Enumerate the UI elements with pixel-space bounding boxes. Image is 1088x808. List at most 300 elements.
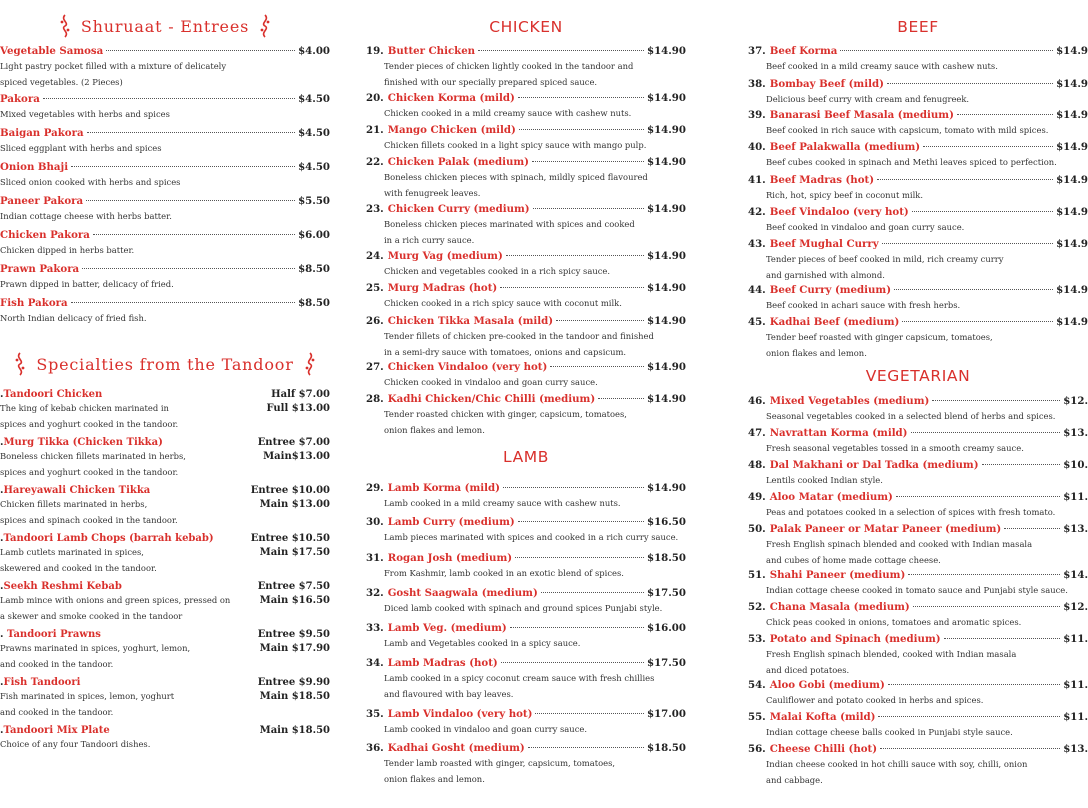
tandoor-item-title	[0, 532, 214, 545]
item-description: Lamb and Vegetables cooked in a spicy sauce.	[384, 638, 581, 648]
item-description: Seasonal vegetables cooked in a selected blend of herbs and spices.	[766, 411, 1056, 421]
item-description: Diced lamb cooked with spinach and ground spices Punjabi style.	[384, 603, 663, 613]
item-number: 51.	[748, 569, 766, 581]
item-price-primary: Entree $10.00	[250, 485, 330, 496]
menu-item	[366, 250, 686, 279]
item-name: Chicken Curry (medium)	[387, 203, 530, 215]
item-description: Chicken cooked in a mild creamy sauce with cashew nuts.	[384, 108, 632, 118]
item-price: $14.90	[647, 124, 686, 136]
item-name: Chicken Korma (mild)	[387, 92, 515, 104]
item-description: in a rich curry sauce.	[384, 234, 475, 245]
item-price: $14.9	[1056, 78, 1088, 90]
dot-leader	[894, 289, 1053, 290]
item-name: Vegetable Samosa	[0, 45, 104, 57]
item-description: Choice of any four Tandoori dishes.	[0, 739, 151, 749]
item-price-primary: Entree $7.00	[257, 437, 330, 448]
tandoor-item	[0, 724, 330, 752]
item-price: $13.	[1063, 523, 1088, 535]
menu-item-row	[366, 622, 686, 635]
menu-item-row	[366, 203, 686, 216]
menu-item-row	[366, 156, 686, 169]
menu-item	[748, 569, 1088, 598]
item-name: Kadhai Beef (medium)	[769, 316, 900, 328]
item-price-secondary: Main$13.00	[263, 451, 330, 462]
tandoor-title: Specialties from the Tandoor	[36, 354, 294, 374]
menu-item	[366, 92, 686, 121]
item-description: and diced potatoes.	[766, 664, 850, 675]
menu-item-row	[366, 482, 686, 495]
tandoor-desc-row	[0, 593, 330, 609]
menu-item-row	[366, 361, 686, 374]
item-description: North Indian delicacy of fried fish.	[0, 313, 147, 323]
item-price: $14.9	[1056, 174, 1088, 186]
menu-item	[366, 622, 686, 651]
menu-item-row	[0, 45, 330, 58]
item-name: Beef Madras (hot)	[769, 174, 875, 186]
menu-item-row	[748, 711, 1088, 724]
menu-item	[748, 491, 1088, 520]
dot-leader	[878, 716, 1060, 717]
item-name: Chicken Pakora	[0, 229, 90, 241]
item-description: Boneless chicken pieces marinated with spices and cooked	[384, 219, 635, 229]
menu-item-row	[748, 316, 1088, 329]
item-name: Pakora	[0, 93, 40, 105]
menu-item-row	[748, 174, 1088, 187]
item-description: finished with our specially prepared spiced sauce.	[384, 76, 598, 87]
menu-item	[748, 427, 1088, 456]
item-price: $4.00	[298, 45, 330, 57]
item-name: Tandoori Lamb Chops (barrah kebab)	[3, 533, 214, 544]
item-number: 35.	[366, 708, 384, 720]
item-number: 53.	[748, 633, 766, 645]
tandoor-desc-row	[0, 417, 330, 432]
menu-item-row	[748, 238, 1088, 251]
item-description: Chicken dipped in herbs batter.	[0, 245, 135, 255]
item-description: Cauliflower and potato cooked in herbs and spices.	[766, 695, 984, 705]
dot-leader	[550, 366, 644, 367]
menu-item-row	[366, 587, 686, 600]
item-name: Lamb Madras (hot)	[387, 657, 498, 669]
dot-leader	[518, 521, 644, 522]
item-price-primary: Entree $7.50	[257, 581, 330, 592]
menu-item	[366, 552, 686, 581]
item-name: Navrattan Korma (mild)	[769, 427, 908, 439]
tandoor-item-row	[0, 580, 330, 593]
menu-item-row	[748, 78, 1088, 91]
item-number: 40.	[748, 141, 766, 153]
item-description: Delicious beef curry with cream and fenugreek.	[766, 94, 970, 104]
item-description: Lamb cutlets marinated in spices,	[0, 547, 144, 557]
item-description: spices and yoghurt cooked in the tandoor.	[0, 418, 179, 429]
item-name: Beef Palakwalla (medium)	[769, 141, 921, 153]
menu-item-row	[366, 708, 686, 721]
tandoor-desc-row	[0, 641, 330, 657]
dot-leader	[902, 321, 1053, 322]
entrees-header	[0, 14, 330, 38]
tandoor-item-title	[0, 580, 122, 593]
item-description: Tender beef roasted with ginger capsicum, tomatoes,	[766, 332, 993, 342]
ornament-left-icon	[58, 14, 72, 38]
dot-leader	[887, 83, 1053, 84]
item-price: $13.	[1063, 427, 1088, 439]
item-number: 37.	[748, 45, 766, 57]
menu-item-row	[748, 491, 1088, 504]
dot-leader	[519, 129, 644, 130]
item-price: $14.90	[647, 315, 686, 327]
dot-leader	[911, 432, 1061, 433]
item-price-primary: Entree $9.50	[257, 629, 330, 640]
item-description: and garnished with almond.	[766, 269, 885, 280]
item-description: Boneless chicken pieces with spinach, mildly spiced flavoured	[384, 172, 648, 182]
item-description: spices and yoghurt cooked in the tandoor.	[0, 466, 179, 477]
item-description: Chicken fillets marinated in herbs,	[0, 499, 148, 509]
menu-item	[748, 711, 1088, 740]
item-name: Seekh Reshmi Kebab	[3, 581, 122, 592]
item-name: Rogan Josh (medium)	[387, 552, 513, 564]
dot-leader	[71, 166, 295, 167]
menu-item	[366, 361, 686, 390]
menu-item	[0, 229, 330, 258]
item-number: 31.	[366, 552, 384, 564]
tandoor-item-row	[0, 484, 330, 497]
menu-item-row	[748, 141, 1088, 154]
menu-item	[366, 482, 686, 511]
menu-item	[0, 195, 330, 224]
tandoor-item-row	[0, 388, 330, 401]
item-number: 25.	[366, 282, 384, 294]
tandoor-item	[0, 628, 330, 671]
item-description: Tender pieces of chicken lightly cooked in the tandoor and	[384, 61, 634, 71]
dot-leader	[982, 464, 1061, 465]
menu-item-row	[748, 743, 1088, 756]
dot-leader	[501, 662, 644, 663]
dot-leader	[533, 208, 644, 209]
ornament-right-icon	[258, 14, 272, 38]
dot-leader	[93, 234, 295, 235]
tandoor-item	[0, 388, 330, 431]
menu-item	[366, 282, 686, 311]
item-description: Sliced onion cooked with herbs and spices	[0, 177, 181, 187]
item-description: Beef cooked in a mild creamy sauce with cashew nuts.	[766, 61, 998, 71]
menu-item	[366, 203, 686, 247]
menu-item	[366, 393, 686, 437]
item-price: $5.50	[298, 195, 330, 207]
item-description: Beef cooked in vindaloo and goan curry sauce.	[766, 222, 965, 232]
menu-item-row	[366, 45, 686, 58]
item-description: Lamb cooked in a mild creamy sauce with cashew nuts.	[384, 498, 621, 508]
menu-item	[748, 601, 1088, 630]
menu-item	[0, 263, 330, 292]
item-description: spiced vegetables. (2 Pieces)	[0, 76, 123, 87]
dot-leader	[944, 638, 1061, 639]
beef-title: BEEF	[897, 18, 939, 36]
item-number: 46.	[748, 395, 766, 407]
item-name: Beef Korma	[769, 45, 838, 57]
item-name: Murg Madras (hot)	[387, 282, 498, 294]
item-number: 32.	[366, 587, 384, 599]
menu-item	[748, 141, 1088, 170]
dot-leader	[503, 487, 644, 488]
item-price: $11.	[1063, 633, 1088, 645]
dot-leader	[506, 255, 644, 256]
menu-item	[366, 45, 686, 89]
item-description: skewered and cooked in the tandoor.	[0, 562, 157, 573]
dot-leader	[882, 243, 1053, 244]
item-name: Chicken Tikka Masala (mild)	[387, 315, 554, 327]
item-price: $16.50	[647, 516, 686, 528]
menu-item	[0, 45, 330, 89]
menu-item	[0, 297, 330, 326]
dot-leader	[957, 114, 1053, 115]
tandoor-item-row	[0, 724, 330, 737]
dot-leader	[71, 302, 295, 303]
dot-leader	[500, 287, 644, 288]
item-price: $18.50	[647, 742, 686, 754]
item-bullet: .	[0, 677, 4, 688]
item-name: Shahi Paneer (medium)	[769, 569, 906, 581]
item-name: Lamb Vindaloo (very hot)	[387, 708, 533, 720]
item-name: Murg Vag (medium)	[387, 250, 503, 262]
ornament-right-icon	[303, 352, 317, 376]
item-description: Lamb pieces marinated with spices and cooked in a rich curry sauce.	[384, 532, 679, 542]
item-price: $14.90	[647, 156, 686, 168]
tandoor-item-title	[0, 484, 150, 497]
item-number: 39.	[748, 109, 766, 121]
item-description: with fenugreek leaves.	[384, 187, 481, 198]
item-description: Beef cooked in rich sauce with capsicum, tomato with mild spices.	[766, 125, 1049, 135]
item-price: $14.90	[647, 45, 686, 57]
item-bullet: .	[0, 533, 4, 544]
tandoor-item-title	[0, 628, 101, 641]
tandoor-desc-row	[0, 689, 330, 705]
menu-item	[366, 124, 686, 153]
item-description: and cooked in the tandoor.	[0, 658, 114, 669]
dot-leader	[598, 398, 644, 399]
item-description: a skewer and smoke cooked in the tandoor	[0, 610, 183, 621]
item-description: Sliced eggplant with herbs and spices	[0, 143, 162, 153]
menu-item-row	[366, 282, 686, 295]
item-price: $14.90	[647, 393, 686, 405]
item-price: $4.50	[298, 127, 330, 139]
menu-item-row	[366, 516, 686, 529]
item-price-primary: Main $18.50	[259, 725, 330, 736]
dot-leader	[923, 146, 1053, 147]
menu-item-row	[0, 297, 330, 310]
dot-leader	[877, 179, 1053, 180]
item-price-secondary: Main $17.50	[259, 547, 330, 558]
menu-item	[748, 743, 1088, 787]
menu-item	[366, 587, 686, 616]
lamb-title: LAMB	[502, 448, 549, 466]
item-number: 55.	[748, 711, 766, 723]
item-price: $14.9	[1056, 284, 1088, 296]
item-description: Indian cottage cheese cooked in tomato sauce and Punjabi style sauce.	[766, 585, 1068, 595]
menu-item-row	[366, 92, 686, 105]
dot-leader	[515, 557, 644, 558]
item-price: $14.90	[647, 361, 686, 373]
menu-item-row	[748, 679, 1088, 692]
item-name: Fish Pakora	[0, 297, 68, 309]
dot-leader	[86, 200, 295, 201]
menu-item	[366, 708, 686, 737]
item-price: $14.9	[1056, 206, 1088, 218]
item-price-secondary: Full $13.00	[266, 403, 330, 414]
item-number: 22.	[366, 156, 384, 168]
item-description: Lamb mince with onions and green spices, pressed on	[0, 595, 231, 605]
item-number: 41.	[748, 174, 766, 186]
item-name: Chana Masala (medium)	[769, 601, 910, 613]
menu-item	[748, 109, 1088, 138]
item-name: Cheese Chilli (hot)	[769, 743, 878, 755]
item-description: Peas and potatoes cooked in a selection of spices with fresh tomato.	[766, 507, 1056, 517]
tandoor-desc-row	[0, 401, 330, 417]
item-name: Banarasi Beef Masala (medium)	[769, 109, 954, 121]
item-description: Indian cheese cooked in hot chilli sauce with soy, chilli, onion	[766, 759, 1028, 769]
menu-item	[0, 93, 330, 122]
item-description: Beef cooked in achari sauce with fresh herbs.	[766, 300, 961, 310]
tandoor-item-row	[0, 628, 330, 641]
item-name: Lamb Veg. (medium)	[387, 622, 507, 634]
item-name: Tandoori Chicken	[3, 389, 103, 400]
item-number: 24.	[366, 250, 384, 262]
item-description: Indian cottage cheese balls cooked in Punjabi style sauce.	[766, 727, 1013, 737]
menu-item	[748, 238, 1088, 282]
item-number: 28.	[366, 393, 384, 405]
item-price: $18.50	[647, 552, 686, 564]
item-number: 43.	[748, 238, 766, 250]
item-number: 29.	[366, 482, 384, 494]
item-name: Mango Chicken (mild)	[387, 124, 516, 136]
item-number: 33.	[366, 622, 384, 634]
menu-item-row	[748, 459, 1088, 472]
item-name: Tandoori Mix Plate	[3, 725, 110, 736]
item-description: Tender lamb roasted with ginger, capsicum, tomatoes,	[384, 758, 616, 768]
tandoor-item-title	[0, 388, 102, 401]
dot-leader	[87, 132, 296, 133]
item-number: 47.	[748, 427, 766, 439]
menu-item-row	[366, 657, 686, 670]
item-price: $14.9	[1056, 238, 1088, 250]
item-price: $11.	[1063, 679, 1088, 691]
item-number: 21.	[366, 124, 384, 136]
tandoor-desc-row	[0, 705, 330, 720]
item-price-secondary: Main $18.50	[259, 691, 330, 702]
item-price: $4.50	[298, 161, 330, 173]
item-description: Tender pieces of beef cooked in mild, rich creamy curry	[766, 254, 1004, 264]
item-description: Rich, hot, spicy beef in coconut milk.	[766, 190, 924, 200]
item-price: $6.00	[298, 229, 330, 241]
item-name: Dal Makhani or Dal Tadka (medium)	[769, 459, 979, 471]
item-name: Palak Paneer or Matar Paneer (medium)	[769, 523, 1002, 535]
menu-item-row	[366, 393, 686, 406]
menu-item	[366, 156, 686, 200]
menu-item-row	[0, 263, 330, 276]
item-number: 45.	[748, 316, 766, 328]
tandoor-desc-row	[0, 545, 330, 561]
menu-item	[366, 516, 686, 545]
item-price: $14.	[1063, 569, 1088, 581]
item-number: 38.	[748, 78, 766, 90]
item-number: 26.	[366, 315, 384, 327]
item-description: Lamb cooked in vindaloo and goan curry sauce.	[384, 724, 588, 734]
menu-item-row	[366, 315, 686, 328]
menu-item-row	[748, 395, 1088, 408]
menu-item	[748, 284, 1088, 313]
menu-item	[748, 523, 1088, 567]
item-price: $14.9	[1056, 45, 1088, 57]
dot-leader	[932, 400, 1060, 401]
item-number: 44.	[748, 284, 766, 296]
item-price: $10.	[1063, 459, 1088, 471]
item-name: Kadhai Gosht (medium)	[387, 742, 525, 754]
dot-leader	[528, 747, 644, 748]
item-price-secondary: Main $17.90	[259, 643, 330, 654]
item-description: Prawn dipped in batter, delicacy of fried.	[0, 279, 174, 289]
item-price: $12.	[1063, 395, 1088, 407]
item-description: Tender fillets of chicken pre-cooked in the tandoor and finished	[384, 331, 654, 341]
menu-item	[0, 161, 330, 190]
tandoor-item-row	[0, 676, 330, 689]
item-description: The king of kebab chicken marinated in	[0, 403, 169, 413]
item-name: Butter Chicken	[387, 45, 476, 57]
item-description: Beef cubes cooked in spinach and Methi leaves spiced to perfection.	[766, 157, 1057, 167]
item-price: $17.50	[647, 587, 686, 599]
item-name: Murg Tikka (Chicken Tikka)	[3, 437, 163, 448]
dot-leader	[556, 320, 644, 321]
tandoor-item	[0, 676, 330, 719]
menu-item	[748, 78, 1088, 107]
item-description: spices and spinach cooked in the tandoor.	[0, 514, 178, 525]
item-number: 19.	[366, 45, 384, 57]
item-name: Chicken Vindaloo (very hot)	[387, 361, 548, 373]
item-number: 34.	[366, 657, 384, 669]
item-description: in a semi-dry sauce with tomatoes, onions and capsicum.	[384, 346, 627, 357]
item-price: $14.90	[647, 203, 686, 215]
menu-item-row	[0, 195, 330, 208]
item-price: $17.00	[647, 708, 686, 720]
item-name: Onion Bhaji	[0, 161, 69, 173]
item-name: Beef Mughal Curry	[769, 238, 879, 250]
item-description: Fish marinated in spices, lemon, yoghurt	[0, 691, 175, 701]
menu-item-row	[748, 633, 1088, 646]
item-price: $14.90	[647, 250, 686, 262]
item-number: 48.	[748, 459, 766, 471]
dot-leader	[478, 50, 644, 51]
item-description: and cabbage.	[766, 774, 823, 785]
item-number: 50.	[748, 523, 766, 535]
item-name: Potato and Spinach (medium)	[769, 633, 941, 645]
tandoor-desc-row	[0, 513, 330, 528]
menu-item-row	[748, 284, 1088, 297]
item-name: Malai Kofta (mild)	[769, 711, 876, 723]
item-price-primary: Half $7.00	[271, 389, 330, 400]
menu-item-row	[748, 45, 1088, 58]
dot-leader	[912, 211, 1053, 212]
item-price: $14.90	[647, 482, 686, 494]
item-bullet: .	[0, 437, 4, 448]
dot-leader	[840, 50, 1053, 51]
menu-item	[366, 657, 686, 701]
item-name: Lamb Korma (mild)	[387, 482, 500, 494]
entrees-title: Shuruaat - Entrees	[80, 16, 250, 36]
menu-item-row	[748, 427, 1088, 440]
item-bullet: .	[0, 485, 4, 496]
tandoor-item-row	[0, 436, 330, 449]
item-name: Paneer Pakora	[0, 195, 84, 207]
item-description: Fresh seasonal vegetables tossed in a smooth creamy sauce.	[766, 443, 1024, 453]
tandoor-desc-row	[0, 609, 330, 624]
item-description: and flavoured with bay leaves.	[384, 688, 514, 699]
